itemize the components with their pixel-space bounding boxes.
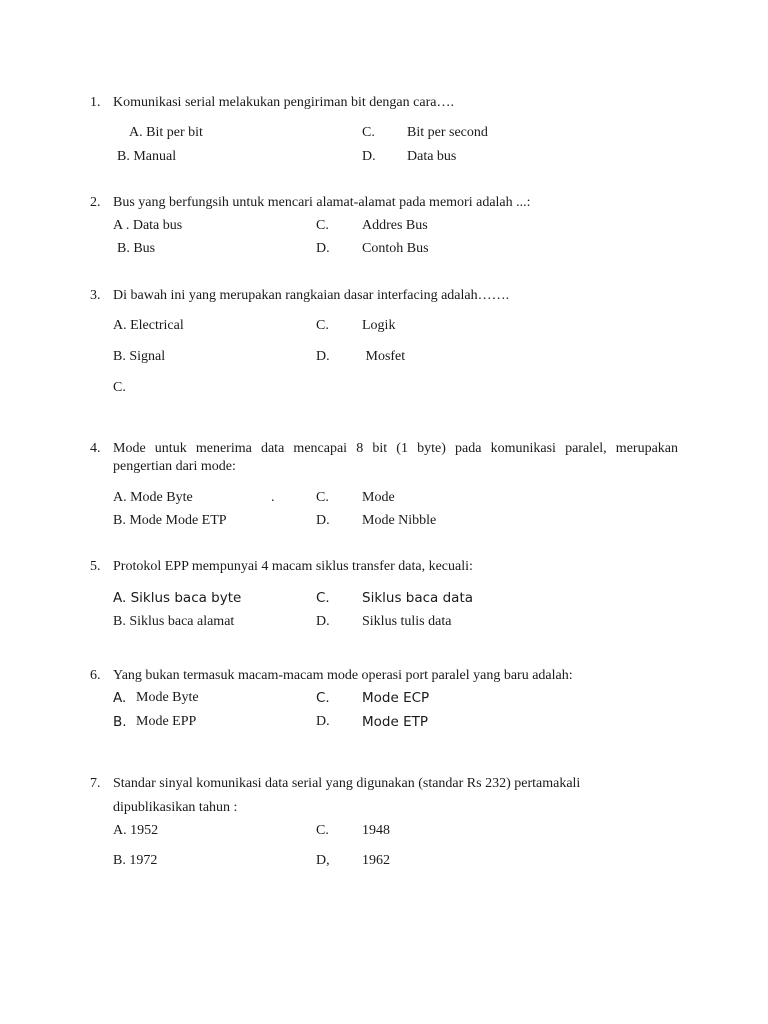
question-number: 7. <box>90 776 101 791</box>
question-text-line-1: Standar sinyal komunikasi data serial yang digunakan (standar Rs 232) pertamakali <box>113 776 581 791</box>
option-d-letter: D. <box>362 149 376 164</box>
question-text-line-1: Mode untuk menerima data mencapai 8 bit (1 byte) pada komunikasi paralel, merupakan <box>113 441 678 456</box>
option-a: A . Data bus <box>113 218 183 233</box>
question-number: 1. <box>90 95 101 110</box>
question-text: Komunikasi serial melakukan pengiriman bit dengan cara…. <box>113 95 454 110</box>
option-b: B. Siklus baca alamat <box>113 614 235 629</box>
option-d: Siklus tulis data <box>362 614 452 629</box>
option-c: Siklus baca data <box>362 590 474 606</box>
option-b: B. Signal <box>113 349 166 364</box>
option-d-letter: D. <box>316 349 330 364</box>
question-text: Protokol EPP mempunyai 4 macam siklus transfer data, kecuali: <box>113 559 473 574</box>
option-d: Mosfet <box>362 349 406 364</box>
question-text: Yang bukan termasuk macam-macam mode operasi port paralel yang baru adalah: <box>113 668 573 683</box>
option-a-letter: A. <box>113 690 127 706</box>
question-number: 5. <box>90 559 101 574</box>
option-extra: C. <box>113 380 126 395</box>
option-d: Mode ETP <box>362 714 428 730</box>
question-number: 2. <box>90 195 101 210</box>
option-d: Data bus <box>407 149 457 164</box>
option-b: B. Manual <box>117 149 177 164</box>
question-text: Di bawah ini yang merupakan rangkaian dasar interfacing adalah……. <box>113 288 510 303</box>
option-c-letter: C. <box>362 125 375 140</box>
option-b: B. Mode Mode ETP <box>113 513 227 528</box>
option-d-letter: D. <box>316 241 330 256</box>
option-c: Mode <box>362 490 395 505</box>
option-c-letter: C. <box>316 318 329 333</box>
option-c-letter: C. <box>316 218 329 233</box>
stray-dot: . <box>271 490 275 505</box>
option-a: A. Bit per bit <box>129 125 203 140</box>
option-a: A. Siklus baca byte <box>113 590 242 606</box>
option-d-letter: D. <box>316 614 330 629</box>
option-c: Addres Bus <box>362 218 428 233</box>
option-a: A. Electrical <box>113 318 184 333</box>
option-b: B. 1972 <box>113 853 158 868</box>
option-c-letter: C. <box>316 490 329 505</box>
option-a: A. 1952 <box>113 823 159 838</box>
option-d: 1962 <box>362 853 390 868</box>
option-d-letter: D. <box>316 513 330 528</box>
question-number: 3. <box>90 288 101 303</box>
option-b: Mode EPP <box>136 714 197 729</box>
option-b-letter: B. <box>113 714 127 730</box>
question-text: Bus yang berfungsih untuk mencari alamat-alamat pada memori adalah ...: <box>113 195 531 210</box>
option-c-letter: C. <box>316 823 329 838</box>
option-c: Mode ECP <box>362 690 430 706</box>
option-c-letter: C. <box>316 590 330 606</box>
option-d: Mode Nibble <box>362 513 437 528</box>
option-c: Bit per second <box>407 125 488 140</box>
option-b: B. Bus <box>117 241 156 256</box>
question-text-line-2: pengertian dari mode: <box>113 459 236 474</box>
option-d-letter: D, <box>316 853 330 868</box>
option-c: Logik <box>362 318 396 333</box>
option-c-letter: C. <box>316 690 330 706</box>
option-a: Mode Byte <box>136 690 199 705</box>
question-number: 4. <box>90 441 101 456</box>
option-d-letter: D. <box>316 714 330 729</box>
option-c: 1948 <box>362 823 390 838</box>
question-number: 6. <box>90 668 101 683</box>
option-d: Contoh Bus <box>362 241 429 256</box>
question-text-line-2: dipublikasikan tahun : <box>113 800 238 815</box>
option-a: A. Mode Byte <box>113 490 193 505</box>
